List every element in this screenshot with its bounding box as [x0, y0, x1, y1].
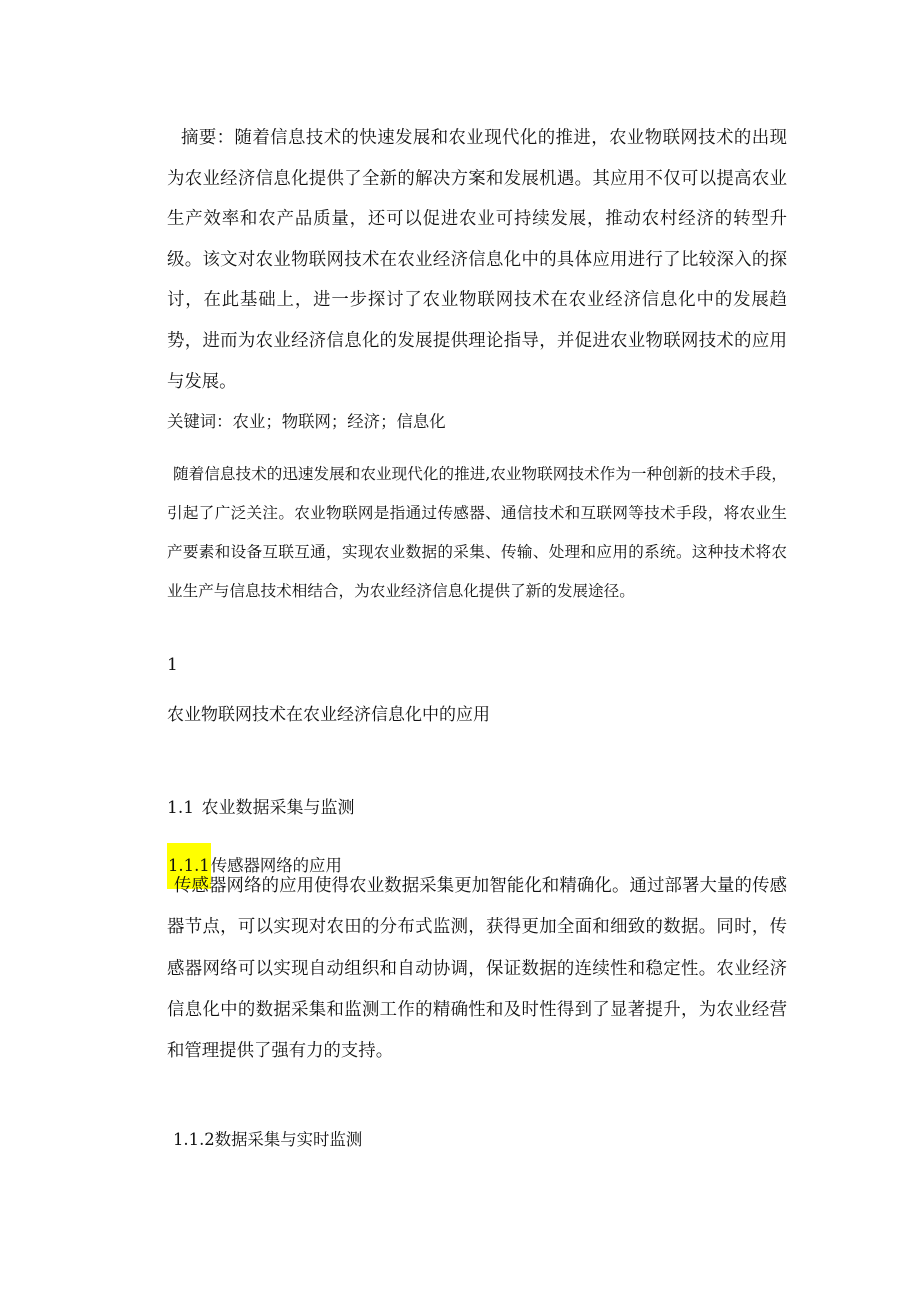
section-title: 农业物联网技术在农业经济信息化中的应用	[167, 705, 490, 725]
subsection-heading: 1.1 农业数据采集与监测	[167, 798, 355, 818]
keywords-line: 关键词：农业；物联网；经济；信息化	[167, 412, 446, 431]
subsubsection-title: 传感器网络的应用	[210, 856, 342, 875]
body-paragraph: 传感器网络的应用使得农业数据采集更加智能化和精确化。通过部署大量的传感器节点，可以实现对农田的分布式监测，获得更加全面和细致的数据。同时，传感器网络可以实现自动组织和自动协调，保证数据的连续性和稳定性。农业经济信息化中的数据采集和监测工作的精确性和及时性得到了显著提升，为农业经营和管理提供了强有力的支持。	[167, 876, 787, 1062]
section-number: 1	[167, 655, 178, 675]
abstract-paragraph: 摘要：随着信息技术的快速发展和农业现代化的推进，农业物联网技术的出现为农业经济信息化提供了全新的解决方案和发展机遇。其应用不仅可以提高农业生产效率和农产品质量，还可以促进农业可持续发展，推动农村经济的转型升级。该文对农业物联网技术在农业经济信息化中的具体应用进行了比较深入的探讨，在此基础上，进一步探讨了农业物联网技术在农业经济信息化中的发展趋势，进而为农业经济信息化的发展提供理论指导，并促进农业物联网技术的应用与发展。	[167, 128, 787, 392]
highlighted-number: 1.1.1	[167, 843, 211, 889]
intro-paragraph: 随着信息技术的迅速发展和农业现代化的推进,农业物联网技术作为一种创新的技术手段，引起了广泛关注。农业物联网是指通过传感器、通信技术和互联网等技术手段，将农业生产要素和设备互联互通，实现农业数据的采集、传输、处理和应用的系统。这种技术将农业生产与信息技术相结合，为农业经济信息化提供了新的发展途径。	[167, 465, 787, 600]
subsubsection-heading-2: 1.1.2数据采集与实时监测	[173, 1130, 363, 1149]
